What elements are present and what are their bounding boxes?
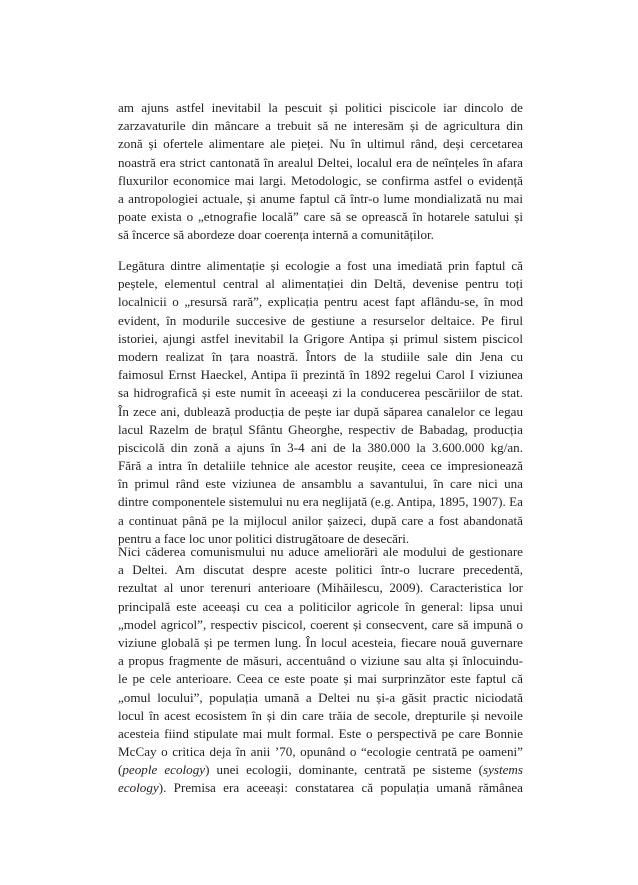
text-line: piscicolă din zonă a ajuns în 3-4 ani de la 380.000 la 3.600.000 kg/an. [118, 439, 523, 455]
text-line: McCay o critica deja în anii ’70, opunând o “ecologie centrată pe oameni” [118, 744, 523, 760]
text-line: rezultat al unor terenuri anterioare (Mihăilescu, 2009). Caracteristica lor [118, 580, 523, 596]
text-line: a continuat până pe la mijlocul anilor șaizeci, după care a fost abandonată [118, 512, 523, 528]
text-line: noastră era strict cantonată în arealul Deltei, localul era de neînțeles în afara [118, 154, 523, 170]
text-line: peștele, elementul central al alimentației din Deltă, devenise pentru toți [118, 276, 523, 292]
text-line: pentru a face loc unor politici distrugătoare de desecări. [118, 530, 410, 546]
text-line: Fără a intra în detaliile tehnice ale acestor reușite, ceea ce impresionează [118, 458, 523, 474]
text-segment: ) unei ecologii, dominante, centrată pe sisteme ( [205, 762, 483, 778]
paragraph-2 [118, 257, 523, 548]
paragraph-3 [118, 543, 523, 798]
text-line-mixed [118, 761, 523, 779]
text-line: le pe cele anterioare. Ceea ce este poate și mai surprinzător este faptul că [118, 671, 523, 687]
text-line: faimosul Ernst Haeckel, Antipa îi prezintă în 1892 regelui Carol I viziunea [118, 367, 523, 383]
text-line: istoriei, ajungi astfel inevitabil la Grigore Antipa și primul sistem piscicol [118, 330, 523, 346]
text-segment: ). Premisa era aceeași: constatarea că populația umană rămânea [158, 780, 523, 796]
text-line: evident, în modurile succesive de gestiune a resurselor deltaice. Pe firul [118, 312, 523, 328]
text-line: am ajuns astfel inevitabil la pescuit și politici piscicole iar dincolo de [118, 100, 523, 115]
text-line: a antropologiei actuale, și anume faptul că într-o lume mondializată nu mai [118, 190, 523, 206]
text-line: locul în acest ecosistem în și din care trăia de secole, drepturile și nevoile [118, 707, 523, 723]
text-line: fluxurilor economice mai largi. Metodologic, se confirma astfel o evidență [118, 172, 523, 188]
text-line: sa hidrografică și este numit în aceeași zi la conducerea pescăriilor de stat. [118, 385, 523, 401]
text-line: În zece ani, dublează producția de pește iar după săparea canalelor ce legau [118, 403, 523, 419]
text-line: „model agricol”, respectiv piscicol, coerent și consecvent, care să impună o [118, 616, 523, 632]
text-line: modern realizat în țara noastră. Întors de la studiile sale din Jena cu [118, 348, 523, 364]
text-line: a propus fragmente de măsuri, accentuând o viziune sau alta și înlocuindu- [118, 653, 523, 669]
text-line: a Deltei. Am discutat despre aceste politici într-o lucrare precedentă, [118, 562, 523, 578]
text-line: acesteia fiind stipulate mai mult formal. Este o perspectivă pe care Bonnie [118, 725, 523, 741]
text-line-mixed [118, 779, 523, 797]
text-line: zarzavaturile din mâncare a trebuit să ne interesăm și de agricultura din [118, 118, 523, 134]
text-line: în primul rând este viziunea de ansamblu a savantului, în care nici una [118, 476, 523, 492]
text-line: „omul locului”, populația umană a Deltei nu și-a găsit practic niciodată [118, 689, 523, 705]
paragraph-1 [118, 99, 523, 245]
text-line: principală este aceeași cu cea a politicilor agricole în general: lipsa unui [118, 598, 523, 614]
italic-term: people ecology [122, 762, 206, 778]
text-line: poate exista o „etnografie locală” care să se oprească în hotarele satului și [118, 209, 523, 225]
text-line: Nici căderea comunismului nu aduce ameliorări ale modului de gestionare [118, 544, 523, 559]
text-segment: ( [118, 762, 123, 778]
text-line: să încerce să abordeze doar coerența internă a comunităților. [118, 227, 434, 243]
text-line: viziune globală și pe termen lung. În locul acesteia, fiecare nouă guvernare [118, 634, 523, 650]
text-line: Legătura dintre alimentație și ecologie a fost una imediată prin faptul că [118, 258, 523, 273]
text-line: lacul Razelm de brațul Sfântu Gheorghe, respectiv de Babadag, producția [118, 421, 523, 437]
italic-term: systems [482, 762, 523, 778]
text-line: zonă și ofertele alimentare ale pieței. Nu în ultimul rând, deși cercetarea [118, 136, 523, 152]
text-line: localnicii o „resursă rară”, explicația pentru acest fapt aflându-se, în mod [118, 294, 523, 310]
italic-term: ecology [118, 780, 159, 796]
text-line: dintre componentele sistemului nu era neglijată (e.g. Antipa, 1895, 1907). Ea [118, 494, 523, 510]
